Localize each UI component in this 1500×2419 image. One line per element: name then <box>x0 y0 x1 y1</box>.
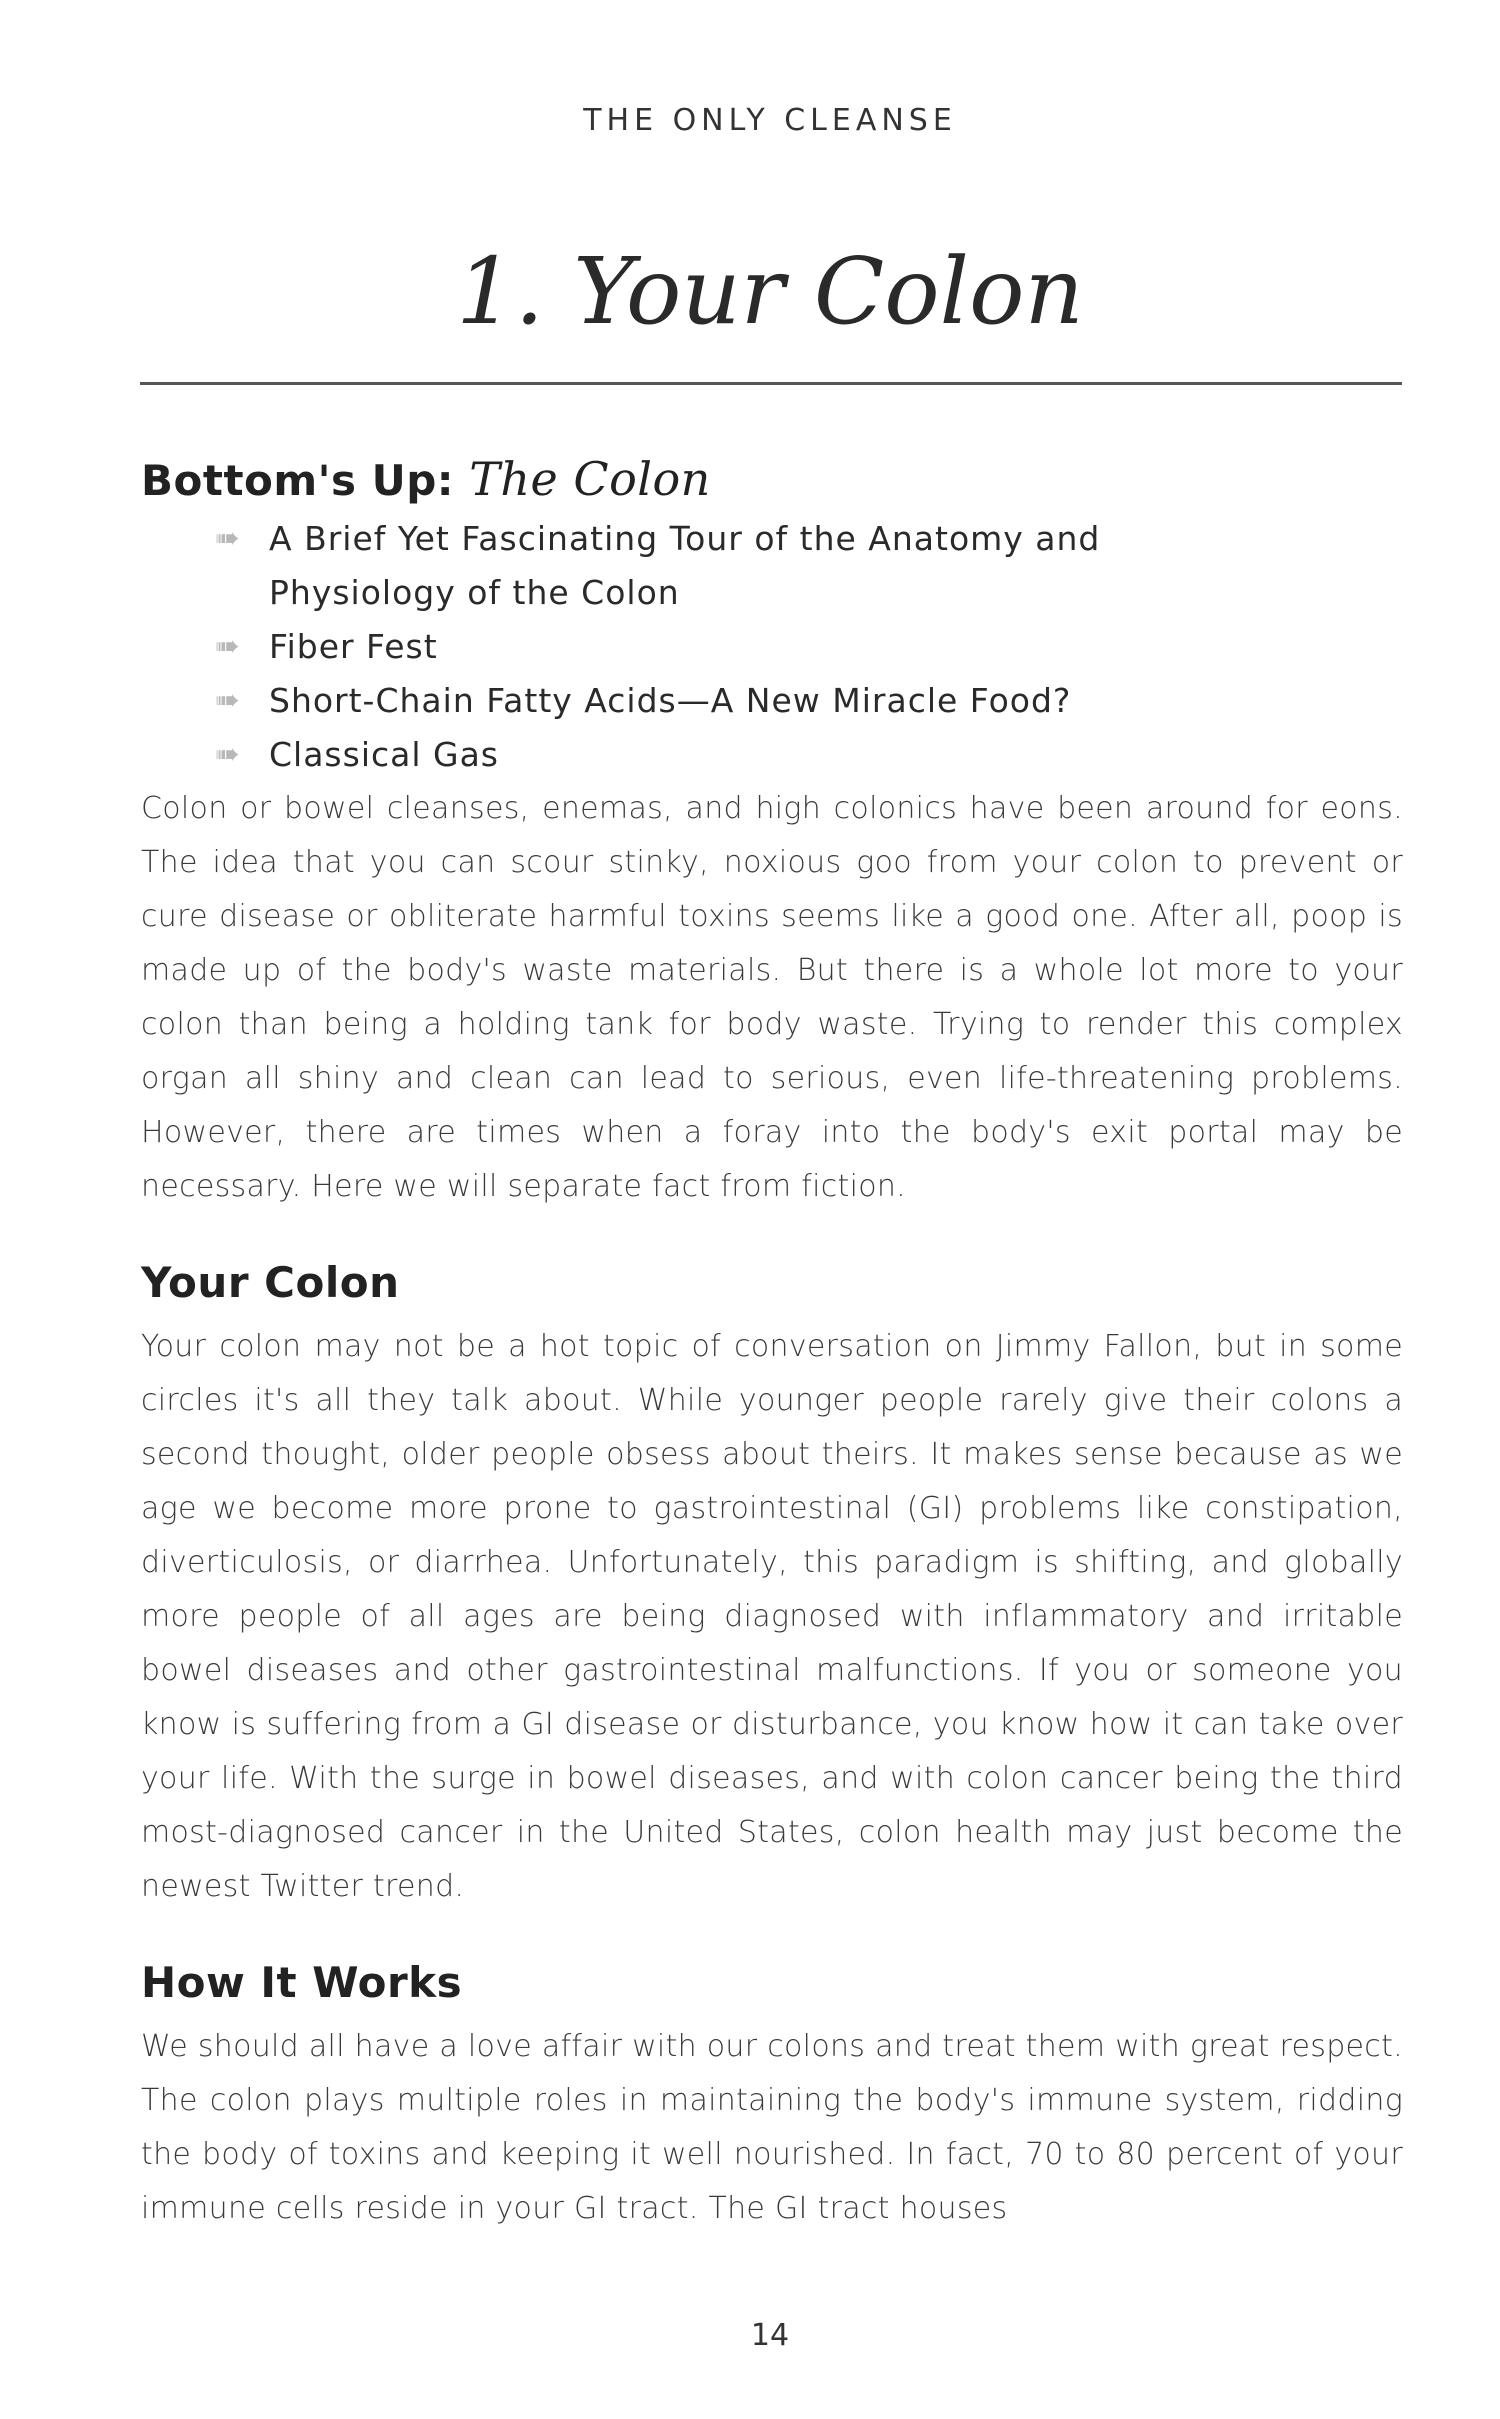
section-heading-bold: Bottom's Up: <box>141 456 455 505</box>
section-heading-your-colon: Your Colon <box>141 1258 400 1307</box>
contents-item-label: Short-Chain Fatty Acids—A New Miracle Food? <box>269 681 1072 720</box>
contents-item-label: Classical Gas <box>269 735 499 774</box>
page-number: 14 <box>750 2318 790 2353</box>
arrow-icon: ➠ <box>215 683 242 718</box>
section-heading-how-it-works: How It Works <box>141 1958 463 2007</box>
contents-item-label: A Brief Yet Fascinating Tour of the Anatomy and Physiology of the Colon <box>269 519 1101 612</box>
how-it-works-paragraph: We should all have a love affair with our colons and treat them with great respect. The colon plays multiple roles in maintaining the body's immune system, ridding the body of toxins and keeping it well nourished. In fact, 70 to 80 percent of your immune cells reside in your GI tract. The GI tract houses <box>141 2029 1403 2226</box>
section-contents-list <box>215 512 1265 782</box>
intro-paragraph: Colon or bowel cleanses, enemas, and high colonics have been around for eons. The idea that you can scour stinky, noxious goo from your colon to prevent or cure disease or obliterate harmful toxins seems like a good one. After all, poop is made up of the body's waste materials. But there is a whole lot more to your colon than being a holding tank for body waste. Trying to render this complex organ all shiny and clean can lead to serious, even life-threatening problems. However, there are times when a foray into the body's exit portal may be necessary. Here we will separate fact from fiction. <box>141 791 1403 1204</box>
contents-item <box>215 674 1265 728</box>
section-heading-italic: The Colon <box>469 452 711 506</box>
arrow-icon: ➠ <box>215 737 242 772</box>
running-head: THE ONLY CLEANSE <box>583 103 957 138</box>
section-heading-bottoms-up <box>141 452 711 506</box>
your-colon-paragraph: Your colon may not be a hot topic of conversation on Jimmy Fallon, but in some circles it's all they talk about. While younger people rarely give their colons a second thought, older people obsess about theirs. It makes sense because as we age we become more prone to gastrointestinal (GI) problems like constipation, diverticulosis, or diarrhea. Unfortunately, this paradigm is shifting, and globally more people of all ages are being diagnosed with inflammatory and irritable bowel diseases and other gastrointestinal malfunctions. If you or someone you know is suffering from a GI disease or disturbance, you know how it can take over your life. With the surge in bowel diseases, and with colon cancer being the third most-diagnosed cancer in the United States, colon health may just become the newest Twitter trend. <box>141 1329 1403 1904</box>
contents-item <box>215 620 1265 674</box>
contents-item-label: Fiber Fest <box>269 627 438 666</box>
arrow-icon: ➠ <box>215 629 242 664</box>
contents-item <box>215 512 1265 620</box>
arrow-icon: ➠ <box>215 521 242 556</box>
chapter-title: 1. Your Colon <box>456 238 1084 345</box>
contents-item <box>215 728 1265 782</box>
chapter-divider <box>140 382 1402 385</box>
